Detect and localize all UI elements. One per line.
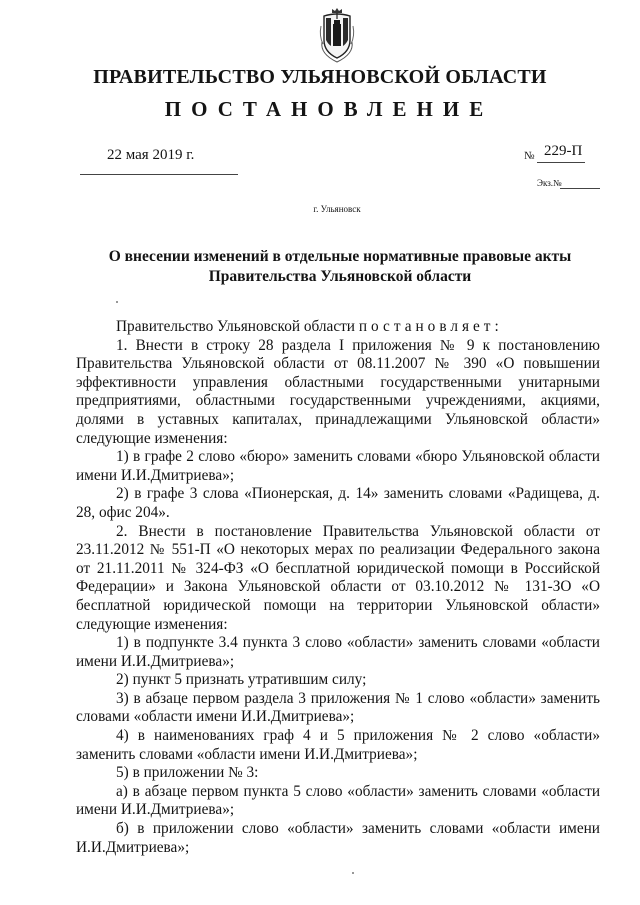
paragraph: 2. Внести в постановление Правительства Ульяновской области от 23.11.2012 № 551-П «О некоторых мерах по реализации Федерального закона от 21.11.2011 № 324-ФЗ «О бесплатной юридической помощи в Российской Федерации» и Закона Ульяновской области от 03.10.2012 № 131-ЗО «О бесплатной юридической помощи на территории Ульяновской области» следующие изменения: xyxy=(76,522,600,633)
scan-speck xyxy=(116,301,118,303)
paragraph: 2) пункт 5 признать утратившим силу; xyxy=(116,671,367,689)
document-type-heading: ПОСТАНОВЛЕНИЕ xyxy=(164,97,494,121)
paragraph: 5) в приложении № 3: xyxy=(116,764,259,782)
paragraph: а) в абзаце первом пункта 5 слово «области» заменить словами «области имени И.И.Дмитриева»; xyxy=(76,782,600,819)
paragraph: 1) в подпункте 3.4 пункта 3 слово «области» заменить словами «области имени И.И.Дмитриева»; xyxy=(76,634,600,670)
document-body xyxy=(76,318,600,857)
copy-number-underline xyxy=(560,188,600,189)
document-number: 229-П xyxy=(544,143,583,159)
paragraph: 2) в графе 3 слова «Пионерская, д. 14» заменить словами «Радищева, д. 28, офис 204». xyxy=(76,485,600,521)
organization-name: ПРАВИТЕЛЬСТВО УЛЬЯНОВСКОЙ ОБЛАСТИ xyxy=(93,66,547,88)
document-date: 22 мая 2019 г. xyxy=(107,147,195,163)
date-underline xyxy=(80,174,238,175)
ulyanovsk-coat-of-arms-icon xyxy=(318,6,356,64)
decree-word: постановляет: xyxy=(358,318,503,335)
decree-intro-text: Правительство Ульяновской области xyxy=(116,318,359,335)
scan-speck xyxy=(352,872,354,874)
paragraph: 1) в графе 2 слово «бюро» заменить словами «бюро Ульяновской области имени И.И.Дмитриева»; xyxy=(76,448,600,484)
paragraph: 3) в абзаце первом раздела 3 приложения № 1 слово «области» заменить словами «области имени И.И.Дмитриева»; xyxy=(76,689,600,726)
title-line-1: О внесении изменений в отдельные нормативные правовые акты xyxy=(108,248,572,265)
title-line-2: Правительства Ульяновской области xyxy=(208,268,472,285)
paragraph: 4) в наименованиях граф 4 и 5 приложения № 2 слово «области» заменить словами «области имени И.И.Дмитриева»; xyxy=(76,727,600,763)
document-title xyxy=(80,247,600,287)
number-underline xyxy=(537,162,585,163)
city-label: г. Ульяновск xyxy=(313,204,361,214)
decree-intro xyxy=(76,318,600,337)
number-prefix: № xyxy=(524,150,535,162)
paragraph: 1. Внести в строку 28 раздела I приложения № 9 к постановлению Правительства Ульяновской области от 08.11.2007 № 390 «О повышении эффективности управления областными государственными унитарными предприятиями, областными государственными учреждениями, акциями, долями в уставных капиталах, принадлежащими Ульяновской области» следующие изменения: xyxy=(76,336,600,447)
copy-number-label: Экз.№ xyxy=(537,178,562,188)
paragraph: б) в приложении слово «области» заменить словами «области имени И.И.Дмитриева»; xyxy=(76,820,600,856)
